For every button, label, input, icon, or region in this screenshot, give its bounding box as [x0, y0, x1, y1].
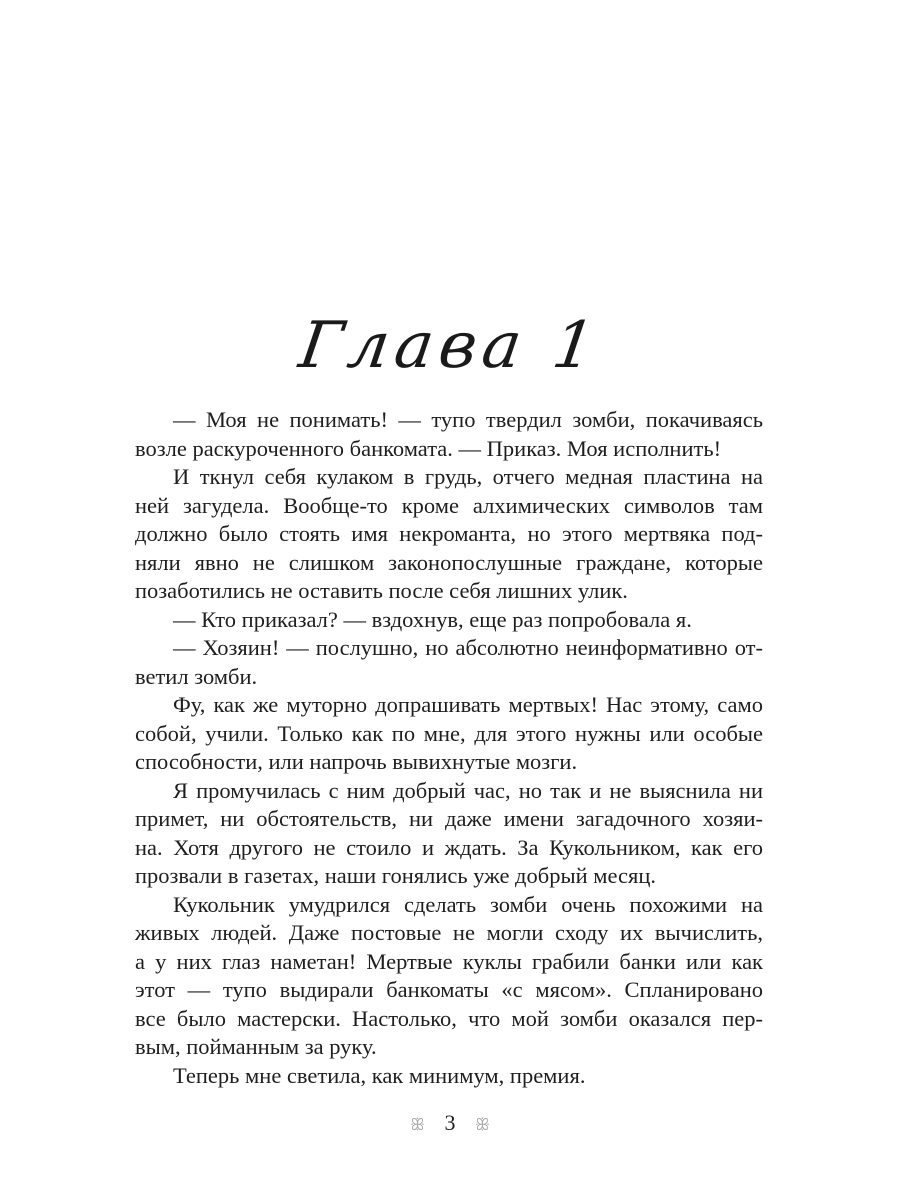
text-line: — Моя не понимать! — тупо твердил зомби, покачиваясь — [173, 407, 763, 432]
paragraph — [135, 1062, 763, 1091]
text-line: способности, или напрочь вывихнутые мозги. — [135, 749, 578, 774]
text-line: собой, учили. Только как по мне, для этого нужны или особые — [135, 720, 763, 746]
paragraph — [135, 634, 763, 691]
text-line: ней загудела. Вообще-то кроме алхимических символов там — [135, 492, 763, 518]
paragraph — [135, 691, 763, 777]
text-line: этот — тупо выдирали банкоматы «с мясом». Спланировано — [135, 977, 763, 1002]
chapter-title: Глава 1 — [294, 308, 606, 383]
text-line: прозвали в газетах, наши гонялись уже добрый месяц. — [135, 863, 657, 888]
text-line: Фу, как же муторно допрашивать мертвых! Нас этому, само — [173, 692, 763, 717]
text-line: позаботились не оставить после себя лишних улик. — [135, 578, 628, 603]
text-line: Кукольник умудрился сделать зомби очень похожими на — [173, 891, 763, 917]
paragraph — [135, 463, 763, 606]
page-number: 3 — [444, 1110, 456, 1135]
text-line: на. Хотя другого не стоило и ждать. За Кукольником, как его — [135, 834, 763, 860]
text-line: няли явно не слишком законопослушные граждане, которые — [135, 549, 763, 575]
paragraph — [135, 606, 763, 635]
text-line: вым, пойманным за руку. — [135, 1034, 377, 1059]
text-line: — Хозяин! — послушно, но абсолютно неинформативно от- — [173, 635, 763, 660]
chapter-body — [135, 406, 763, 1090]
text-line: все было мастерски. Настолько, что мой зомби оказался пер- — [135, 1005, 763, 1031]
text-line: примет, ни обстоятельств, ни даже имени загадочного хозяи- — [135, 806, 763, 831]
page-footer — [0, 1108, 900, 1140]
text-line: Теперь мне светила, как минимум, премия. — [173, 1062, 586, 1088]
text-line: ветил зомби. — [135, 663, 258, 689]
flourish-ornament-icon: ꕥ — [475, 1114, 490, 1134]
text-line: должно было стоять имя некроманта, но этого мертвяка под- — [135, 521, 763, 546]
text-line: возле раскуроченного банкомата. — Приказ. Моя исполнить! — [135, 435, 722, 461]
text-line: живых людей. Даже постовые не могли сходу их вычислить, — [135, 920, 763, 945]
text-line: а у них глаз наметан! Мертвые куклы грабили банки или как — [135, 948, 763, 974]
flourish-ornament-icon: ꕥ — [410, 1114, 425, 1134]
text-line: Я промучилась с ним добрый час, но так и не выяснила ни — [173, 777, 763, 803]
paragraph — [135, 406, 763, 463]
paragraph — [135, 891, 763, 1062]
paragraph — [135, 777, 763, 891]
text-line: — Кто приказал? — вздохнув, еще раз попробовала я. — [173, 606, 692, 632]
text-line: И ткнул себя кулаком в грудь, отчего медная пластина на — [173, 464, 763, 489]
